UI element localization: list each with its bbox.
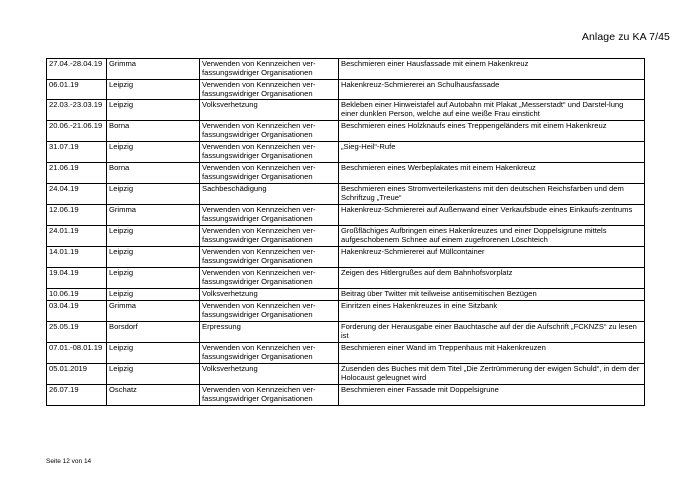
cell-date: 20.06.-21.06.19 (47, 120, 107, 141)
cell-place: Leipzig (107, 80, 200, 100)
cell-description: Beschmieren einer Wand im Treppenhaus mit Hakenkreuzen (339, 342, 645, 363)
cell-place: Grimma (107, 204, 200, 225)
table-row (47, 267, 645, 288)
cell-offense: Verwenden von Kennzeichen ver-fassungswidriger Organisationen (200, 267, 339, 288)
cell-description: Großflächiges Aufbringen eines Hakenkreuzes und einer Doppelsigrune mittels aufgeschobenem Schnee auf einem zugefrorenen Löschteich (339, 225, 645, 246)
cell-date: 25.05.19 (47, 321, 107, 342)
cell-offense: Verwenden von Kennzeichen ver-fassungswidriger Organisationen (200, 141, 339, 162)
cell-date: 27.04.-28.04.19 (47, 59, 107, 80)
cell-description: Hakenkreuz-Schmiererei an Schulhausfassade (339, 80, 645, 100)
page-number: Seite 12 von 14 (46, 458, 92, 465)
table-row (47, 204, 645, 225)
cell-description: Zeigen des Hitlergrußes auf dem Bahnhofsvorplatz (339, 267, 645, 288)
annex-label: Anlage zu KA 7/45 (581, 31, 670, 43)
cell-place: Leipzig (107, 141, 200, 162)
cell-description: Hakenkreuz-Schmiererei auf Müllcontainer (339, 246, 645, 267)
cell-offense: Verwenden von Kennzeichen ver-fassungswidriger Organisationen (200, 204, 339, 225)
cell-date: 12.06.19 (47, 204, 107, 225)
cell-date: 05.01.2019 (47, 363, 107, 384)
cell-place: Leipzig (107, 288, 200, 300)
table-row (47, 246, 645, 267)
cell-place: Leipzig (107, 342, 200, 363)
cell-description: Einritzen eines Hakenkreuzes in eine Sitzbank (339, 300, 645, 321)
cell-date: 07.01.-08.01.19 (47, 342, 107, 363)
cell-description: Hakenkreuz-Schmiererei auf Außenwand einer Verkaufsbude eines Einkaufs-zentrums (339, 204, 645, 225)
table-row (47, 99, 645, 120)
incident-table (46, 58, 645, 406)
cell-offense: Volksverhetzung (200, 99, 339, 120)
cell-offense: Verwenden von Kennzeichen ver-fassungswidriger Organisationen (200, 162, 339, 183)
cell-place: Leipzig (107, 363, 200, 384)
cell-date: 10.06.19 (47, 288, 107, 300)
table-row (47, 59, 645, 80)
cell-description: Beschmieren eines Werbeplakates mit einem Hakenkreuz (339, 162, 645, 183)
cell-place: Borna (107, 120, 200, 141)
table-row (47, 300, 645, 321)
table-row (47, 162, 645, 183)
cell-date: 22.03.-23.03.19 (47, 99, 107, 120)
cell-offense: Verwenden von Kennzeichen ver-fassungswidriger Organisationen (200, 300, 339, 321)
cell-description: Beschmieren einer Fassade mit Doppelsigrune (339, 384, 645, 405)
cell-date: 19.04.19 (47, 267, 107, 288)
cell-place: Grimma (107, 300, 200, 321)
cell-offense: Verwenden von Kennzeichen ver-fassungswidriger Organisationen (200, 246, 339, 267)
table-row (47, 141, 645, 162)
cell-date: 21.06.19 (47, 162, 107, 183)
cell-offense: Verwenden von Kennzeichen ver-fassungswidriger Organisationen (200, 80, 339, 100)
table-row (47, 321, 645, 342)
table-row (47, 80, 645, 100)
table-row (47, 363, 645, 384)
cell-place: Oschatz (107, 384, 200, 405)
cell-place: Leipzig (107, 99, 200, 120)
table-row (47, 288, 645, 300)
cell-date: 24.04.19 (47, 183, 107, 204)
cell-offense: Verwenden von Kennzeichen ver-fassungswidriger Organisationen (200, 384, 339, 405)
cell-description: Beschmieren eines Holzknaufs eines Treppengeländers mit einem Hakenkreuz (339, 120, 645, 141)
cell-description: Zusenden des Buches mit dem Titel „Die Zertrümmerung der ewigen Schuld“, in dem der Holocaust geleugnet wird (339, 363, 645, 384)
cell-description: Forderung der Herausgabe einer Bauchtasche auf der die Aufschrift „FCKNZS“ zu lesen ist (339, 321, 645, 342)
cell-offense: Verwenden von Kennzeichen ver-fassungswidriger Organisationen (200, 225, 339, 246)
table-row (47, 183, 645, 204)
cell-place: Grimma (107, 59, 200, 80)
cell-place: Leipzig (107, 225, 200, 246)
cell-offense: Verwenden von Kennzeichen ver-fassungswidriger Organisationen (200, 342, 339, 363)
cell-date: 26.07.19 (47, 384, 107, 405)
cell-description: Beschmieren einer Hausfassade mit einem Hakenkreuz (339, 59, 645, 80)
table-row (47, 384, 645, 405)
cell-description: Beitrag über Twitter mit teilweise antisemitischen Bezügen (339, 288, 645, 300)
table-row (47, 342, 645, 363)
cell-offense: Erpressung (200, 321, 339, 342)
cell-offense: Verwenden von Kennzeichen ver-fassungswidriger Organisationen (200, 59, 339, 80)
cell-date: 31.07.19 (47, 141, 107, 162)
cell-offense: Sachbeschädigung (200, 183, 339, 204)
cell-place: Borna (107, 162, 200, 183)
cell-date: 24.01.19 (47, 225, 107, 246)
cell-place: Leipzig (107, 246, 200, 267)
cell-description: „Sieg-Heil“-Rufe (339, 141, 645, 162)
cell-description: Beschmieren eines Stromverteilerkastens mit den deutschen Reichsfarben und dem Schriftzug „Treue“ (339, 183, 645, 204)
cell-date: 03.04.19 (47, 300, 107, 321)
table-row (47, 120, 645, 141)
cell-date: 14.01.19 (47, 246, 107, 267)
cell-place: Borsdorf (107, 321, 200, 342)
table-row (47, 225, 645, 246)
cell-offense: Verwenden von Kennzeichen ver-fassungswidriger Organisationen (200, 120, 339, 141)
cell-place: Leipzig (107, 267, 200, 288)
cell-offense: Volksverhetzung (200, 363, 339, 384)
cell-date: 06.01.19 (47, 80, 107, 100)
cell-description: Bekleben einer Hinweistafel auf Autobahn mit Plakat „Messerstadt“ und Darstel-lung einer dunklen Person, welche auf eine weiße Frau einsticht (339, 99, 645, 120)
cell-offense: Volksverhetzung (200, 288, 339, 300)
cell-place: Leipzig (107, 183, 200, 204)
